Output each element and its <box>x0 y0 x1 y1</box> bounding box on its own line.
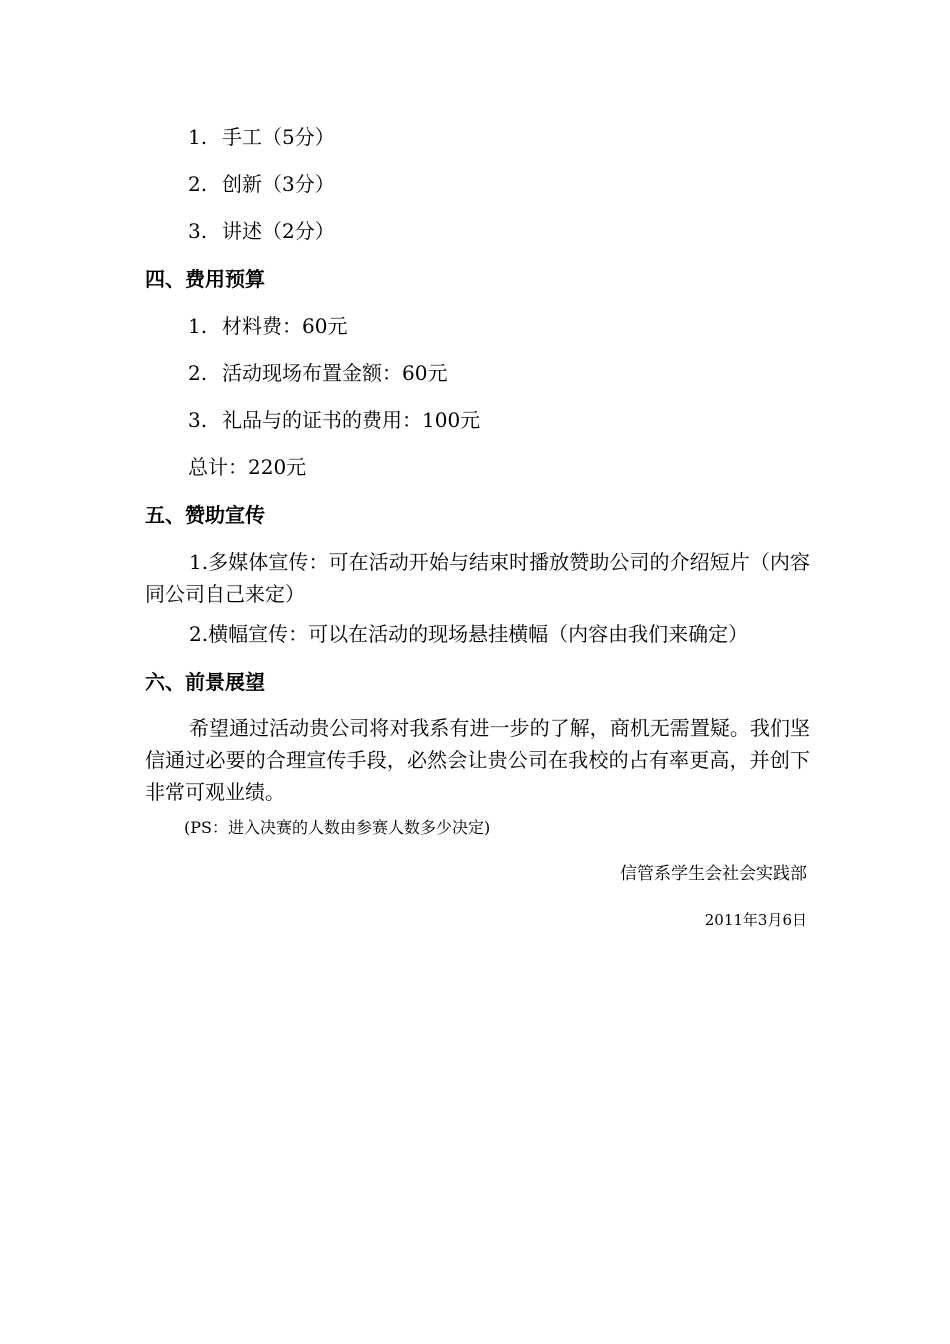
signature: 信管系学生会社会实践部 <box>620 864 807 884</box>
budget-item-2 <box>188 361 447 385</box>
budget-total: 总计：220元 <box>188 455 307 479</box>
item-text: 创新（3分） <box>222 172 335 196</box>
item-text: 活动现场布置金额：60元 <box>222 361 448 385</box>
budget-item-1 <box>188 314 347 338</box>
date: 2011年3月6日 <box>704 911 807 929</box>
item-number: 2. <box>188 361 208 385</box>
budget-item-3 <box>188 408 480 432</box>
item-number: 1. <box>188 314 208 338</box>
item-number: 2. <box>188 172 208 196</box>
item-text: 礼品与的证书的费用：100元 <box>222 408 481 432</box>
sponsor-paragraph-2: 2.横幅宣传：可以在活动的现场悬挂横幅（内容由我们来确定） <box>189 622 749 646</box>
outlook-heading: 六、前景展望 <box>145 670 265 694</box>
sponsor-paragraph-1: 1.多媒体宣传：可在活动开始与结束时播放赞助公司的介绍短片（内容同公司自己来定） <box>145 550 810 606</box>
scoring-item-2 <box>188 172 335 196</box>
item-text: 手工（5分） <box>222 125 335 149</box>
scoring-item-1 <box>188 125 335 149</box>
budget-heading: 四、费用预算 <box>145 267 265 291</box>
scoring-item-3 <box>188 219 335 243</box>
ps-note: (PS：进入决赛的人数由参赛人数多少决定) <box>184 818 491 837</box>
outlook-paragraph: 希望通过活动贵公司将对我系有进一步的了解，商机无需置疑。我们坚信通过必要的合理宣传手段，必然会让贵公司在我校的占有率更高，并创下非常可观业绩。 <box>145 716 810 804</box>
item-text: 材料费：60元 <box>222 314 348 338</box>
item-number: 3. <box>188 219 208 243</box>
item-number: 3. <box>188 408 208 432</box>
sponsor-heading: 五、赞助宣传 <box>145 503 265 527</box>
item-text: 讲述（2分） <box>222 219 335 243</box>
item-number: 1. <box>188 125 208 149</box>
